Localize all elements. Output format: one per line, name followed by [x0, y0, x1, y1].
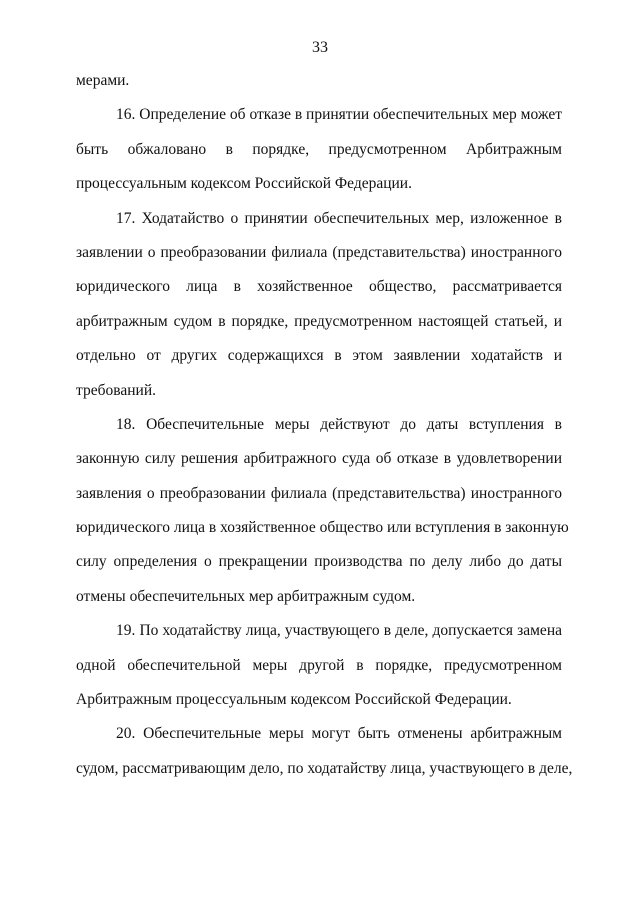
text-line: судом, рассматривающим дело, по ходатайству лица, участвующего в деле, [76, 759, 573, 777]
text-line: Арбитражным процессуальным кодексом Российской Федерации. [76, 691, 512, 709]
text-line: мерами. [76, 72, 130, 89]
paragraph-continuation [76, 64, 562, 98]
text-line: 17. Ходатайство о принятии обеспечительных мер, изложенное в [116, 209, 562, 227]
text-line: процессуальным кодексом Российской Федерации. [76, 175, 412, 193]
text-line: законную силу решения арбитражного суда об отказе в удовлетворении [76, 450, 562, 468]
text-line: юридического лица в хозяйственное общество или вступления в законную [76, 519, 569, 537]
page-number: 33 [312, 39, 328, 56]
paragraph-18 [76, 408, 569, 614]
text-line: 20. Обеспечительные меры могут быть отменены арбитражным [116, 725, 562, 743]
paragraph-16 [76, 98, 562, 201]
text-line: отмены обеспечительных мер арбитражным судом. [76, 587, 416, 605]
text-line: юридического лица в хозяйственное общество, рассматривается [76, 278, 562, 296]
text-line: заявления о преобразовании филиала (представительства) иностранного [76, 484, 562, 502]
document-body [76, 64, 573, 786]
text-line: быть обжаловано в порядке, предусмотренном Арбитражным [76, 140, 562, 158]
paragraph-19 [76, 614, 562, 717]
text-line: отдельно от других содержащихся в этом заявлении ходатайств и [76, 347, 562, 365]
text-line: 19. По ходатайству лица, участвующего в деле, допускается замена [116, 622, 562, 640]
text-line: одной обеспечительной меры другой в порядке, предусмотренном [76, 656, 562, 674]
text-line: 16. Определение об отказе в принятии обеспечительных мер может [116, 106, 562, 124]
text-line: 18. Обеспечительные меры действуют до даты вступления в [116, 415, 562, 433]
text-line: арбитражным судом в порядке, предусмотренном настоящей статьей, и [76, 312, 562, 330]
text-line: требований. [76, 381, 156, 399]
text-line: силу определения о прекращении производства по делу либо до даты [76, 553, 562, 571]
paragraph-17 [76, 202, 562, 408]
text-line: заявлении о преобразовании филиала (представительства) иностранного [76, 243, 562, 261]
paragraph-20 [76, 717, 573, 786]
